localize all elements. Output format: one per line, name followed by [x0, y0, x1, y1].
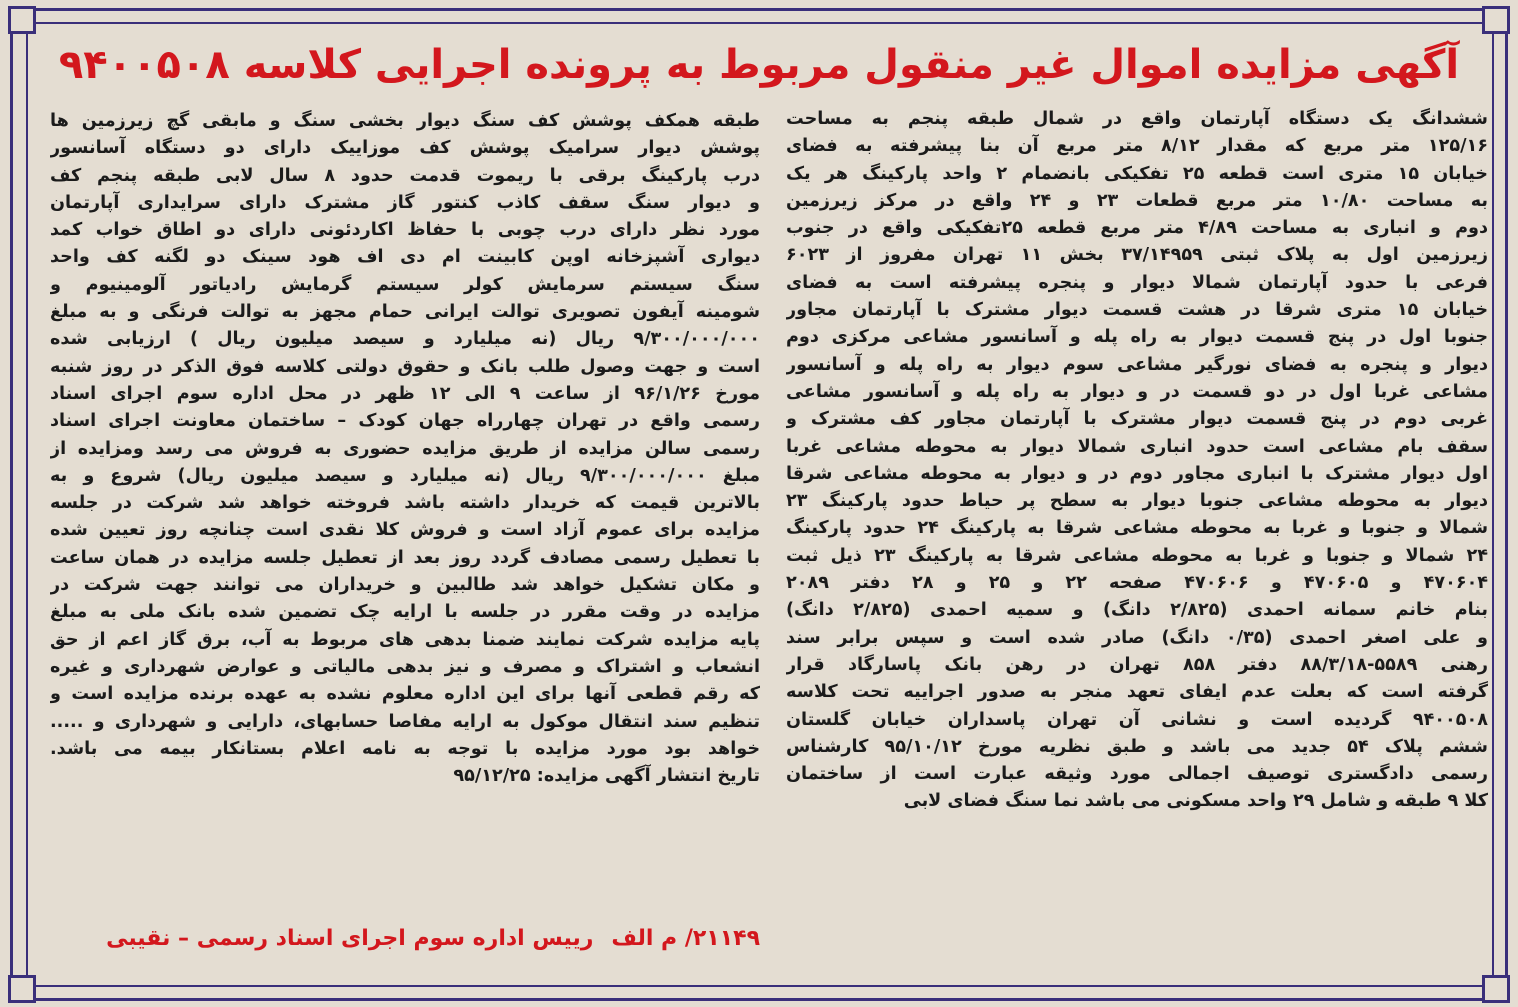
right-text-column	[786, 106, 1488, 816]
text-line: ششم پلاک ۵۴ جدید می باشد و طبق نظریه مورخ ۹۵/۱۰/۱۲ کارشناس	[786, 736, 1488, 757]
text-line: مزایده در وقت مقرر در جلسه با ارایه چک تضمین شده بانک ملی به مبلغ	[50, 602, 760, 623]
text-line: سقف بام مشاعی است حدود انباری شمالا دیوار به محوطه مشاعی غربا	[786, 436, 1488, 457]
text-line: مورخ ۹۶/۱/۲۶ از ساعت ۹ الی ۱۲ ظهر در محل اداره سوم اجرای اسناد	[50, 383, 760, 404]
text-line: به مساحت ۱۰/۸۰ متر مربع قطعات ۲۳ و ۲۴ واقع در مرکز زیرزمین	[786, 190, 1488, 211]
text-line: مبلغ ۹/۳۰۰/۰۰۰/۰۰۰ ریال (نه میلیارد و سیصد میلیون ریال) شروع و به	[50, 465, 760, 486]
corner-ornament	[1482, 6, 1510, 34]
text-line: ۹۴۰۰۵۰۸ گردیده است و نشانی آن تهران پاسداران خیابان گلستان	[786, 709, 1488, 730]
text-line: است و جهت وصول طلب بانک و حقوق دولتی کلاسه فوق الذکر در روز شنبه	[50, 356, 760, 377]
signer-title: رییس اداره سوم اجرای اسناد رسمی – نقیبی	[106, 926, 594, 951]
text-line: خواهد بود مورد مزایده با توجه به نامه اعلام بستانکار بیمه می باشد.	[50, 738, 760, 759]
text-line: بنام خانم سمانه احمدی (۲/۸۲۵ دانگ) و سمیه احمدی (۲/۸۲۵ دانگ)	[786, 600, 1488, 621]
text-line: خیابان ۱۵ متری شرقا در هشت قسمت دیوار مشترک با آپارتمان مجاور	[786, 300, 1488, 321]
text-line: دیوار به محوطه مشاعی جنوبا دیوار به سطح پر حیاط حدود پارکینگ ۲۳	[786, 491, 1488, 512]
text-line: دیواری آشپزخانه اوپن کابینت ام دی اف هود سینک دو لگنه کف واحد	[50, 247, 760, 268]
corner-ornament	[8, 6, 36, 34]
text-line: و دیوار سنگ سقف کاذب کنتور گاز مشترک دارای سرایداری آپارتمان	[50, 192, 760, 213]
text-line: درب پارکینگ برقی با ریموت قدمت حدود ۸ سال لابی طبقه پنجم کف	[50, 165, 760, 186]
text-line: مورد نظر دارای درب چوبی با حفاظ اکاردئونی دارای دو اطاق خواب کمد	[50, 220, 760, 241]
signature-block	[50, 926, 760, 951]
text-line: دوم و انباری به مساحت ۴/۸۹ متر مربع قطعه ۲۵تفکیکی واقع در جنوب	[786, 218, 1488, 239]
text-line: سنگ سیستم سرمایش کولر سیستم گرمایش رادیاتور آلومینیوم و	[50, 274, 760, 295]
text-line: کلا ۹ طبقه و شامل ۲۹ واحد مسکونی می باشد نما سنگ فضای لابی	[903, 791, 1488, 812]
text-line: رهنی ۵۵۸۹-۸۸/۳/۱۸ دفتر ۸۵۸ تهران در رهن بانک پاسارگاد قرار	[786, 654, 1488, 675]
text-line: با تعطیل رسمی مصادف گردد روز بعد از تعطیل جلسه مزایده در همان ساعت	[50, 547, 760, 568]
text-line: شومینه آیفون تصویری توالت ایرانی حمام مجهز به توالت فرنگی و به مبلغ	[50, 302, 760, 323]
text-line: بالاترین قیمت که خریدار داشته باشد فروخته خواهد شد شرکت در جلسه	[50, 493, 760, 514]
left-text-column	[50, 108, 760, 790]
text-line: انشعاب و اشتراک و مصرف و نیز بدهی مالیاتی و عوارض شهرداری و غیره	[50, 656, 760, 677]
text-line: ۱۲۵/۱۶ متر مربع که مقدار ۸/۱۲ متر مربع آن بنا پیشرفته به فضای	[786, 136, 1488, 157]
reference-code: ۲۱۱۴۹/ م الف	[611, 926, 760, 951]
text-line: زیرزمین اول به پلاک ثبتی ۳۷/۱۴۹۵۹ بخش ۱۱ تهران مفروز از ۶۰۲۳	[786, 245, 1488, 266]
text-line: اول دیوار مشترک با انباری مجاور دوم در و دیوار به محوطه مشاعی شرقا	[786, 463, 1488, 484]
text-line: فرعی با حدود آپارتمان شمالا دیوار و پنجره پیشرفته است به فضای	[786, 272, 1488, 293]
text-line: و مکان تشکیل خواهد شد طالبین و خریداران می توانند جهت شرکت در	[50, 575, 760, 596]
text-line: دیوار و پنجره به فضای نورگیر مشاعی سوم دیوار به راه پله و آسانسور	[786, 354, 1488, 375]
text-line: رسمی سالن مزایده از طریق مزایده حضوری به فروش می رسد ومزایده از	[50, 438, 760, 459]
text-line: مزایده برای عموم آزاد است و فروش کلا نقدی است چنانچه روز تعیین شده	[50, 520, 760, 541]
corner-ornament	[1482, 975, 1510, 1003]
text-line: پوشش دیوار سرامیک پوشش کف موزاییک دارای دو دستگاه آسانسور	[50, 138, 760, 159]
text-line: ۴۷۰۶۰۴ و ۴۷۰۶۰۵ و ۴۷۰۶۰۶ صفحه ۲۲ و ۲۵ و ۲۸ دفتر ۲۰۸۹	[786, 573, 1488, 594]
text-line: ششدانگ یک دستگاه آپارتمان واقع در شمال طبقه پنجم به مساحت	[786, 109, 1488, 129]
text-line: گرفته است که بعلت عدم ایفای تعهد منجر به صدور اجراییه تحت کلاسه	[786, 682, 1488, 703]
text-line: مشاعی غربا اول در دو قسمت در و دیوار به راه پله و آسانسور مشاعی	[786, 381, 1488, 402]
text-line: شمالا و جنوبا و غربا به محوطه مشاعی شرقا به پارکینگ ۲۴ حدود پارکینگ	[786, 518, 1488, 539]
text-line: جنوبا اول در پنج قسمت دیوار به راه پله و آسانسور مشاعی مرکزی دوم	[786, 327, 1488, 348]
text-line: خیابان ۱۵ متری است قطعه ۲۵ تفکیکی بانضمام ۲ واحد پارکینگ هر یک	[786, 163, 1488, 184]
text-line: رسمی واقع در تهران چهارراه جهان کودک – ساختمان معاونت اجرای اسناد	[50, 411, 760, 432]
notice-title: آگهی مزایده اموال غیر منقول مربوط به پرونده اجرایی کلاسه ۹۴۰۰۵۰۸	[58, 42, 1460, 88]
text-line: پایه مزایده شرکت نمایند ضمنا بدهی های مربوط به آب، برق گاز اعم از حق	[50, 629, 760, 650]
text-line: تنظیم سند انتقال موکول به ارایه مفاصا حسابهای، دارایی و شهرداری و .....	[50, 711, 760, 732]
text-line: رسمی دادگستری توصیف اجمالی مورد وثیقه عبارت است از ساختمان	[786, 764, 1488, 785]
text-line: طبقه همکف پوشش کف سنگ دیوار بخشی سنگ و مابقی گچ زیرزمین ها	[50, 111, 760, 131]
text-line: غربی دوم در پنج قسمت دیوار مشترک با آپارتمان مجاور کف مشترک و	[786, 409, 1488, 430]
text-line: و علی اصغر احمدی (۰/۳۵ دانگ) صادر شده است و سپس برابر سند	[786, 627, 1488, 648]
corner-ornament	[8, 975, 36, 1003]
text-line: تاریخ انتشار آگهی مزایده: ۹۵/۱۲/۲۵	[453, 766, 760, 787]
text-line: ۹/۳۰۰/۰۰۰/۰۰۰ ریال (نه میلیارد و سیصد میلیون ریال ) ارزیابی شده	[50, 329, 760, 350]
text-line: که رقم قطعی آنها برای این اداره معلوم نشده به عهده برنده مزایده است و	[50, 684, 760, 705]
text-line: ۲۴ شمالا و جنوبا و غربا به محوطه مشاعی شرقا به پارکینگ ۲۳ ذیل ثبت	[786, 545, 1488, 566]
